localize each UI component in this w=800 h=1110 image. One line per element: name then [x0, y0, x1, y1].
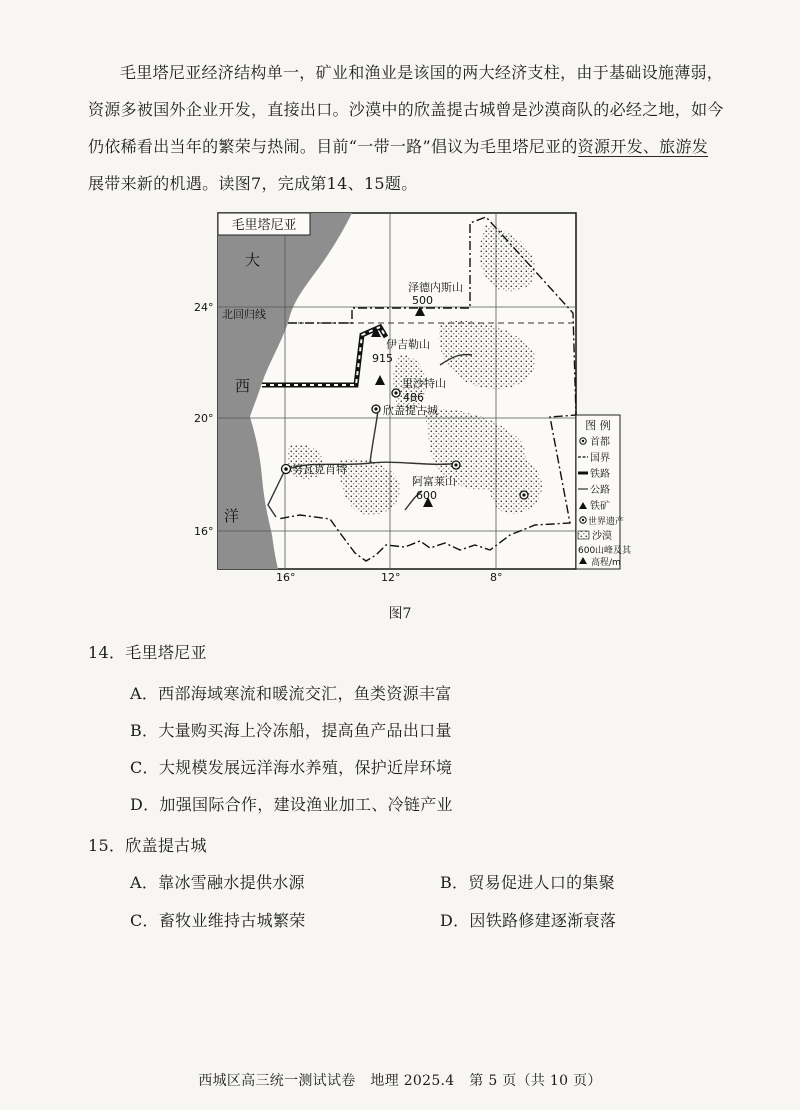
legend-road: 公路 — [590, 485, 610, 496]
intro-passage — [88, 54, 748, 202]
map-legend — [576, 415, 632, 569]
page-footer — [0, 1070, 800, 1090]
afolle-label: 阿富莱山 — [412, 475, 456, 488]
capital-label: 努瓦克肖特 — [292, 463, 347, 476]
footer-subject: 地理 2025.4 — [370, 1073, 455, 1089]
zemmour-label: 泽德内斯山 — [408, 281, 463, 294]
legend-peak-label-2: 高程/m — [591, 558, 621, 568]
figure-7-map — [190, 205, 632, 584]
ocean-char-3: 洋 — [224, 507, 240, 525]
q14-option-b: B．大量购买海上冷冻船，提高鱼产品出口量 — [130, 721, 452, 740]
legend-desert-icon — [578, 531, 589, 539]
lat-label-20: 20° — [194, 412, 214, 425]
lat-label-16: 16° — [194, 525, 214, 538]
q15-option-b: B．贸易促进人口的集聚 — [440, 873, 616, 892]
q14-option-c: C．大规模发展远洋海水养殖，保护近岸环境 — [130, 758, 453, 777]
legend-heritage: 世界遗产 — [588, 517, 625, 527]
q15-option-c: C．畜牧业维持古城繁荣 — [130, 911, 306, 930]
legend-desert: 沙漠 — [592, 531, 612, 542]
legend-border: 国界 — [590, 453, 610, 464]
passage-line-3a: 仍依稀看出当年的繁荣与热闹。目前“一带一路”倡议为毛里塔尼亚的 — [88, 137, 578, 156]
ijil-label: 伊吉勒山 — [386, 338, 430, 351]
legend-title: 图 例 — [585, 419, 611, 432]
legend-railway: 铁路 — [590, 469, 610, 480]
lisha-elev: 486 — [403, 391, 424, 404]
figure-caption: 图7 — [388, 606, 412, 622]
q15-option-d: D．因铁路修建逐渐衰落 — [440, 911, 617, 930]
passage-line-2: 资源多被国外企业开发，直接出口。沙漠中的欣盖提古城曾是沙漠商队的必经之地，如今 — [88, 100, 724, 119]
q14-option-d: D．加强国际合作，建设渔业加工、冷链产业 — [130, 795, 453, 814]
tropic-label: 北回归线 — [222, 308, 266, 321]
q14-option-a: A．西部海域寒流和暖流交汇，鱼类资源丰富 — [130, 684, 452, 703]
lisha-label: 里沙特山 — [402, 377, 446, 390]
passage-line-3 — [88, 128, 748, 165]
passage-line-1: 毛里塔尼亚经济结构单一，矿业和渔业是该国的两大经济支柱，由于基础设施薄弱， — [120, 63, 724, 82]
ocean-char-1: 大 — [245, 251, 261, 269]
legend-capital: 首都 — [590, 437, 610, 448]
zemmour-elev: 500 — [412, 294, 433, 307]
lon-label-16: 16° — [276, 571, 296, 584]
lon-label-8: 8° — [490, 571, 503, 584]
legend-iron: 铁矿 — [590, 501, 610, 512]
legend-peak-value: 600 — [578, 546, 596, 556]
ocean-char-2: 西 — [235, 377, 251, 395]
footer-exam: 西城区高三统一测试试卷 — [198, 1073, 356, 1089]
passage-line-4: 展带来新的机遇。读图7，完成第14、15题。 — [88, 174, 418, 193]
lat-label-24: 24° — [194, 301, 214, 314]
question-14-title: 14．毛里塔尼亚 — [88, 643, 207, 662]
underlined-phrase: 资源开发、旅游发 — [577, 137, 709, 156]
afolle-elev: 600 — [416, 489, 437, 502]
ijil-elev: 915 — [372, 352, 393, 365]
capital-marker — [282, 465, 291, 474]
question-15-title: 15．欣盖提古城 — [88, 836, 207, 855]
chinguetti-label: 欣盖提古城 — [383, 404, 438, 417]
q15-option-a: A．靠冰雪融水提供水源 — [130, 873, 305, 892]
map-svg — [190, 205, 632, 584]
footer-page: 第 5 页（共 10 页） — [469, 1073, 602, 1089]
country-label: 毛里塔尼亚 — [231, 218, 297, 233]
lon-label-12: 12° — [381, 571, 401, 584]
legend-peak-label-1: 山峰及其 — [595, 546, 632, 556]
